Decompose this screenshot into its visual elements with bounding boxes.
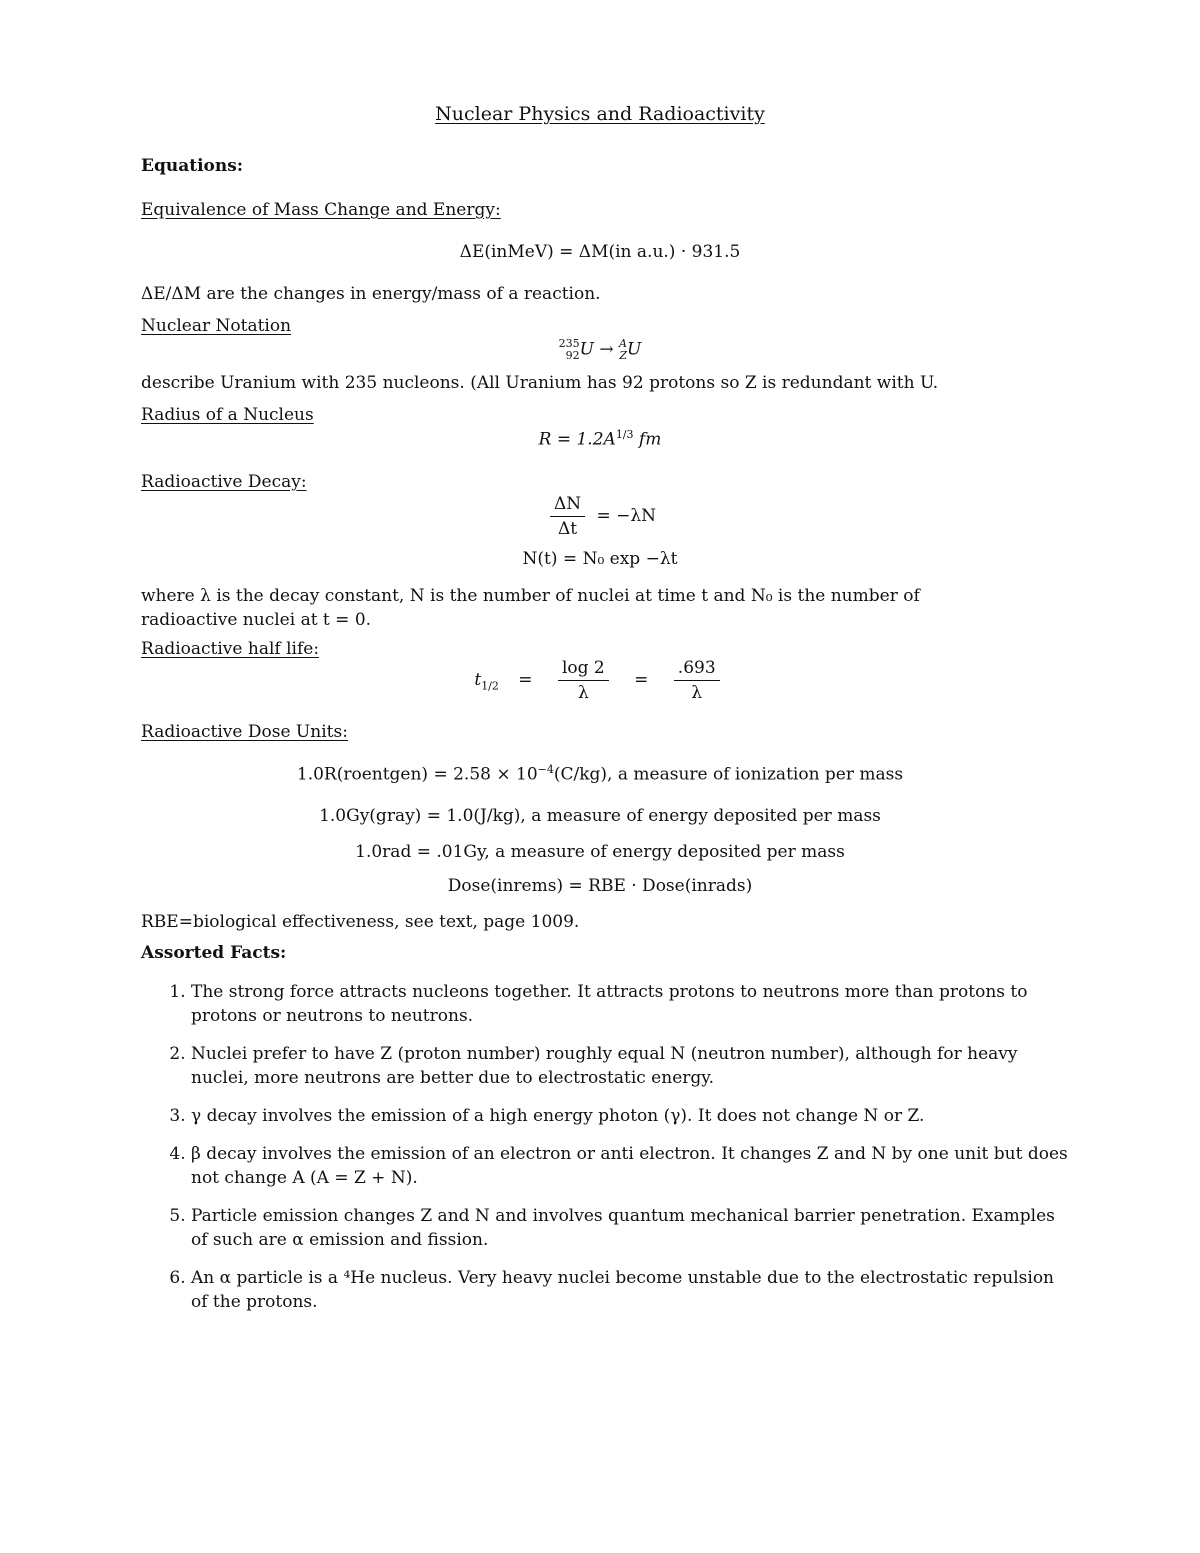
notation-left-symbol: U bbox=[579, 339, 594, 360]
dose-roentgen-pre: 1.0R(roentgen) = 2.58 × 10 bbox=[296, 764, 538, 785]
half-life-subscript: 1/2 bbox=[481, 679, 499, 693]
half-life-frac1-num: log 2 bbox=[558, 658, 609, 681]
nuclear-notation-desc: describe Uranium with 235 nucleons. (All Uranium has 92 protons so Z is redundant with U. bbox=[141, 373, 939, 393]
notation-right-z: Z bbox=[619, 349, 627, 362]
notation-left-mass: 235 bbox=[558, 337, 580, 350]
list-item: 4. β decay involves the emission of an electron or anti electron. It changes Z and N by one unit but does not change A (A = Z + N). bbox=[191, 1142, 1071, 1190]
decay-label: Radioactive Decay: bbox=[141, 472, 307, 492]
list-item: 6. An α particle is a ⁴He nucleus. Very heavy nuclei become unstable due to the electrostatic repulsion of the protons. bbox=[191, 1266, 1071, 1314]
mass-energy-label: Equivalence of Mass Change and Energy: bbox=[141, 200, 501, 220]
decay-rate-rhs: = −λN bbox=[596, 506, 657, 526]
dose-rbe-note: RBE=biological effectiveness, see text, page 1009. bbox=[141, 912, 580, 932]
dose-rad: 1.0rad = .01Gy, a measure of energy deposited per mass bbox=[355, 842, 845, 862]
notation-right-symbol: U bbox=[627, 339, 642, 360]
decay-solution: N(t) = N₀ exp −λt bbox=[522, 549, 678, 569]
dose-label: Radioactive Dose Units: bbox=[141, 722, 348, 742]
list-item: 5. Particle emission changes Z and N and involves quantum mechanical barrier penetration. Examples of such are α emission and fission. bbox=[191, 1204, 1071, 1252]
half-life-fraction-1 bbox=[558, 658, 609, 703]
mass-energy-note: ΔE/ΔM are the changes in energy/mass of a reaction. bbox=[141, 284, 601, 304]
list-item: 1. The strong force attracts nucleons together. It attracts protons to neutrons more than protons to protons or neutrons to neutrons. bbox=[191, 980, 1071, 1028]
arrow-icon: → bbox=[599, 339, 614, 360]
facts-heading: Assorted Facts: bbox=[141, 943, 287, 963]
half-life-lhs: t bbox=[474, 670, 482, 690]
half-life-equation: $t_{1/2}$ = $\frac{\log 2}{\lambda}$ = $\frac{.693}{\lambda}$ bbox=[0, 658, 1200, 703]
list-item: 2. Nuclei prefer to have Z (proton number) roughly equal N (neutron number), although for heavy nuclei, more neutrons are better due to electrostatic energy. bbox=[191, 1042, 1071, 1090]
radius-unit: fm bbox=[638, 429, 662, 450]
dose-roentgen-exp: −4 bbox=[537, 763, 554, 776]
radius-exponent: 1/3 bbox=[615, 428, 634, 441]
half-life-frac2-num: .693 bbox=[674, 658, 720, 681]
list-item: 3. γ decay involves the emission of a high energy photon (γ). It does not change N or Z. bbox=[191, 1104, 1071, 1128]
dose-roentgen bbox=[0, 763, 1200, 785]
decay-description: where λ is the decay constant, N is the number of nuclei at time t and N₀ is the number of radioactive nuclei at t = 0. bbox=[141, 586, 920, 630]
dose-rems: Dose(inrems) = RBE · Dose(inrads) bbox=[447, 876, 753, 896]
radius-label: Radius of a Nucleus bbox=[141, 405, 314, 425]
notation-left-z: 92 bbox=[565, 349, 580, 362]
radius-equation-lhs: R = 1.2A bbox=[538, 429, 616, 450]
half-life-frac1-den: λ bbox=[577, 683, 589, 703]
mass-energy-equation: ΔE(inMeV) = ΔM(in a.u.) · 931.5 bbox=[459, 242, 741, 262]
decay-rate-numerator: ΔN bbox=[550, 494, 585, 517]
dose-gray: 1.0Gy(gray) = 1.0(J/kg), a measure of energy deposited per mass bbox=[319, 806, 881, 826]
equations-heading: Equations: bbox=[141, 156, 244, 176]
half-life-fraction-2 bbox=[674, 658, 720, 703]
nuclear-notation-equation bbox=[0, 338, 1200, 362]
decay-rate-equation bbox=[0, 494, 1200, 539]
half-life-label: Radioactive half life: bbox=[141, 639, 320, 659]
half-life-frac2-den: λ bbox=[691, 683, 703, 703]
radius-equation bbox=[0, 428, 1200, 450]
facts-list bbox=[141, 980, 1071, 1328]
page-title: Nuclear Physics and Radioactivity bbox=[435, 103, 765, 125]
decay-rate-denominator: Δt bbox=[557, 519, 578, 539]
notation-right-mass: A bbox=[619, 337, 627, 350]
nuclear-notation-label: Nuclear Notation bbox=[141, 316, 292, 336]
decay-rate-fraction bbox=[550, 494, 585, 539]
dose-roentgen-post: (C/kg), a measure of ionization per mass bbox=[553, 764, 904, 785]
